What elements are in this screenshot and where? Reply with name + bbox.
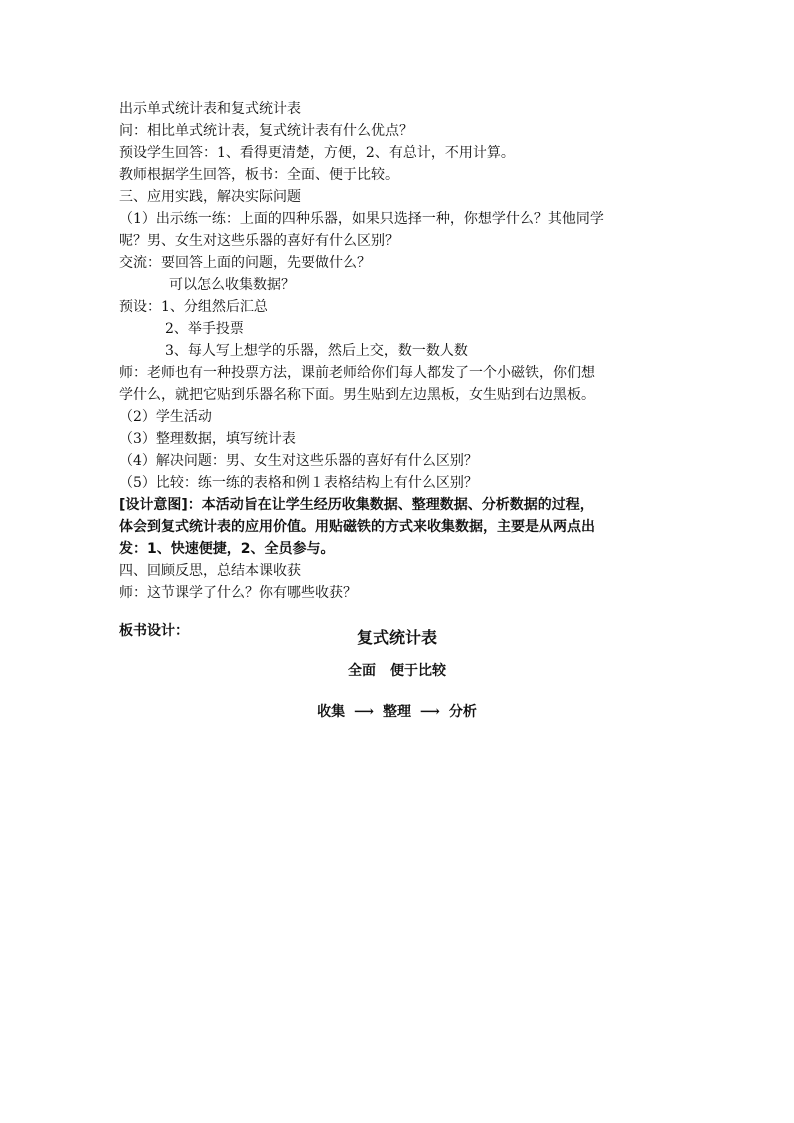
arrow-right-icon: ⟶ (419, 704, 440, 720)
lesson-text (119, 98, 679, 642)
text-line: （1）出示练一练：上面的四种乐器，如果只选择一种，你想学什么？其他同学 (119, 211, 604, 227)
text-line: 问：相比单式统计表，复式统计表有什么优点？ (119, 123, 413, 139)
text-line: （2）学生活动 (119, 409, 212, 425)
text-line: 2、举手投票 (165, 321, 244, 337)
text-line: 呢？男、女生对这些乐器的喜好有什么区别？ (119, 233, 399, 249)
text-line: 可以怎么收集数据？ (169, 277, 295, 293)
section-heading: 三、应用实践，解决实际问题 (119, 189, 301, 205)
text-line: 出示单式统计表和复式统计表 (119, 101, 301, 117)
board-title: 复式统计表 (356, 628, 437, 647)
section-heading: 四、回顾反思，总结本课收获 (119, 563, 301, 579)
board-flow (0, 701, 794, 721)
flow-step-organize: 整理 (383, 704, 411, 720)
design-intent-line: 发：1、快速便捷，2、全员参与。 (119, 541, 335, 557)
text-line: （5）比较：练一练的表格和例１表格结构上有什么区别？ (119, 475, 478, 491)
flow-step-analyze: 分析 (448, 704, 477, 720)
text-line: 学什么，就把它贴到乐器名称下面。男生贴到左边黑板，女生贴到右边黑板。 (119, 387, 595, 403)
text-line: 教师根据学生回答，板书：全面、便于比较。 (119, 167, 399, 183)
arrow-right-icon: ⟶ (354, 704, 375, 720)
text-line: （4）解决问题：男、女生对这些乐器的喜好有什么区别？ (119, 453, 478, 469)
text-line: 预设学生回答：1、看得更清楚，方便，2、有总计，不用计算。 (119, 145, 515, 161)
design-intent-line: 体会到复式统计表的应用价值。用贴磁铁的方式来收集数据，主要是从两点出 (119, 519, 595, 535)
text-line: 交流：要回答上面的问题，先要做什么？ (119, 255, 371, 271)
text-line: （3）整理数据，填写统计表 (119, 431, 296, 447)
board-design-label: 板书设计： (119, 623, 189, 639)
design-intent-line: [设计意图]：本活动旨在让学生经历收集数据、整理数据、分析数据的过程， (119, 497, 594, 513)
board-subtitle: 全面 便于比较 (348, 663, 446, 679)
text-line: 师：老师也有一种投票方法，课前老师给你们每人都发了一个小磁铁，你们想 (119, 365, 595, 381)
text-line: 师：这节课学了什么？你有哪些收获？ (119, 585, 357, 601)
text-line: 预设：1、分组然后汇总 (119, 299, 268, 315)
flow-step-collect: 收集 (317, 704, 346, 720)
text-line: 3、每人写上想学的乐器，然后上交，数一数人数 (165, 343, 468, 359)
